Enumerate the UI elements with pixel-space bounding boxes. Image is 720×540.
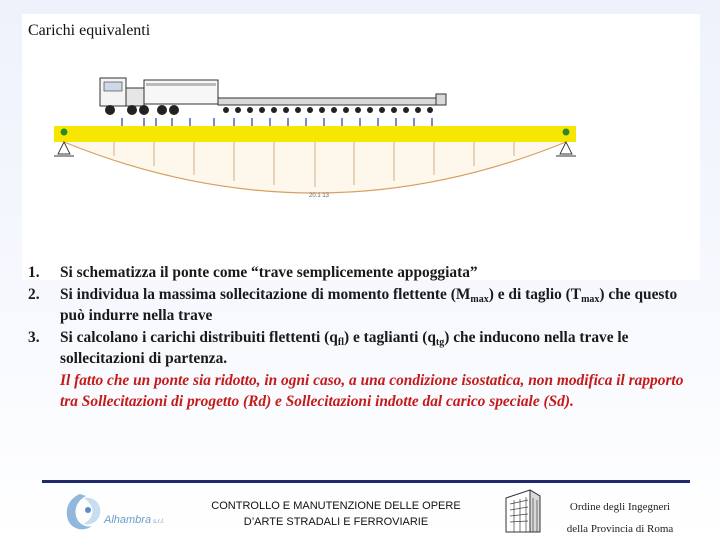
truck-tractor: [100, 78, 218, 106]
list-item: [24, 284, 700, 327]
bridge-diagram: [54, 58, 584, 208]
footer-line: CONTROLLO E MANUTENZIONE DELLE OPERE: [211, 500, 461, 512]
list-text: ) e taglianti (q: [343, 328, 436, 346]
list-text: ) e di taglio (T: [488, 285, 582, 303]
subscript: max: [470, 293, 489, 305]
content-panel: [22, 14, 700, 280]
alhambra-logo: [50, 488, 180, 536]
org-line: Ordine degli Ingegneri: [569, 501, 671, 513]
highlight-note: Il fatto che un ponte sia ridotto, in ogni caso, a una condizione isostatica, non modifica il rapporto tra Sollecitazioni di progetto (Rd) e Sollecitazioni indotte dal carico speciale (Sd).: [60, 371, 684, 410]
building-icon: [500, 486, 544, 534]
list-number: 2.: [28, 285, 40, 303]
list-text: Si calcolano i carichi distribuiti flettenti (q: [60, 328, 338, 346]
org-line: della Provincia di Roma: [566, 523, 674, 535]
footer-divider: [42, 480, 690, 483]
bullet-list: [24, 262, 700, 413]
list-number: 1.: [28, 264, 40, 281]
slide-title: Carichi equivalenti: [28, 22, 151, 39]
list-number: 3.: [28, 328, 40, 346]
logo-suffix: s.r.l.: [153, 519, 165, 525]
truck-wheels: [105, 105, 433, 115]
moment-max-label: 20.1 13: [309, 193, 330, 199]
list-item: [24, 327, 700, 370]
list-text: ) che questo può indurre nella trave: [60, 285, 678, 324]
subscript: tg: [435, 336, 445, 348]
list-text: ) che inducono nella trave le sollecitazioni di partenza.: [60, 328, 629, 367]
alhambra-logo-text: [104, 514, 164, 526]
footer-line: D’ARTE STRADALI E FERROVIARIE: [243, 516, 429, 528]
logo-name: Alhambra: [104, 514, 152, 526]
list-text: Si individua la massima sollecitazione di momento flettente (M: [60, 285, 471, 303]
trailer: [218, 94, 446, 105]
list-text: Si schematizza il ponte come “trave semplicemente appoggiata”: [60, 264, 478, 281]
ordine-ingegneri: [552, 496, 688, 540]
subscript: fl: [337, 336, 344, 348]
footer-course-title: [186, 498, 486, 530]
subscript: max: [581, 293, 600, 305]
bridge-beam: [54, 126, 576, 142]
list-item: [24, 262, 700, 284]
